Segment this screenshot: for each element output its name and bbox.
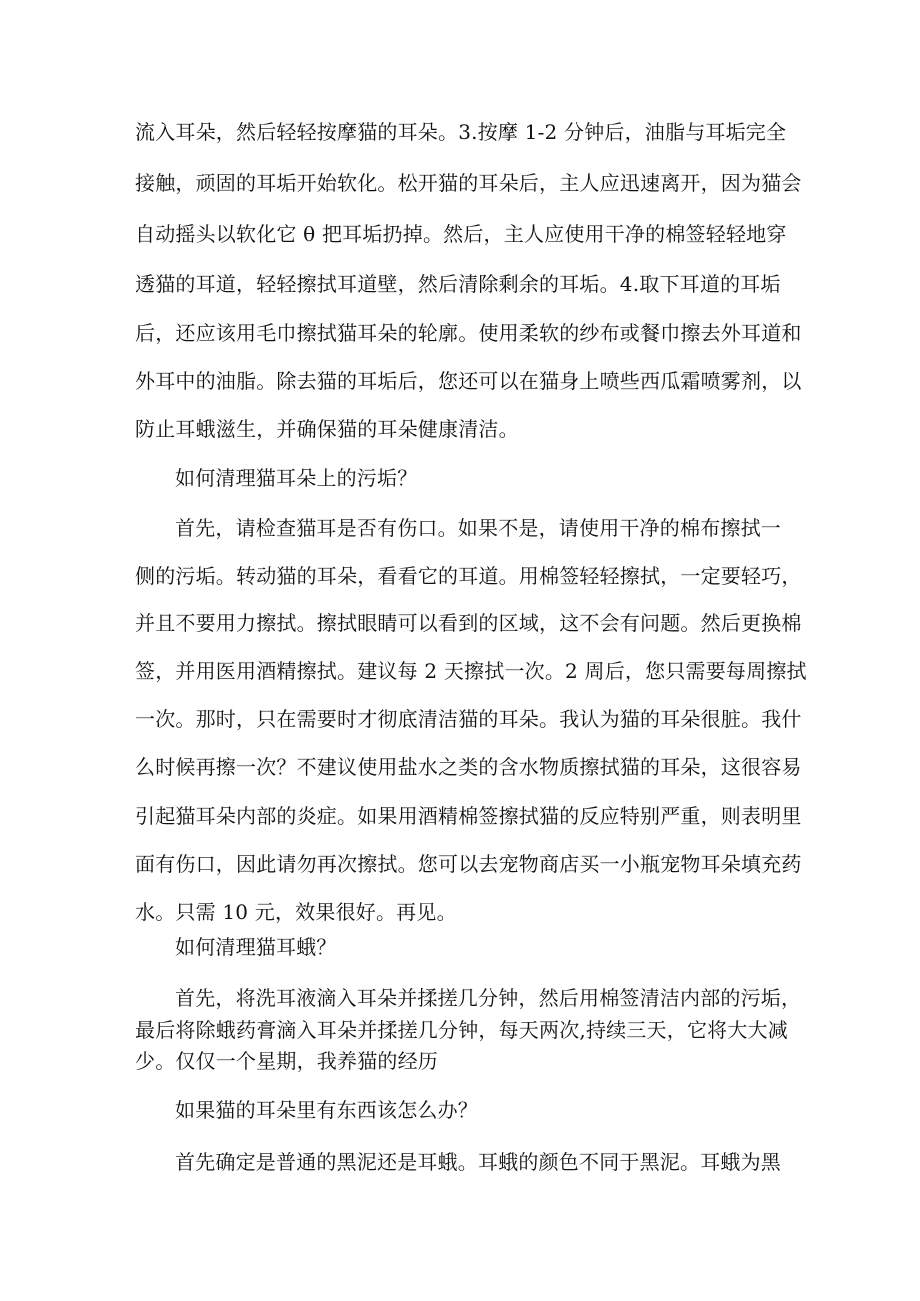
paragraph-line: 后，还应该用毛巾擦拭猫耳朵的轮廓。使用柔软的纱布或餐巾擦去外耳道和: [135, 321, 802, 345]
paragraph-line: 首先，请检查猫耳是否有伤口。如果不是，请使用干净的棉布擦拭一: [175, 516, 781, 540]
paragraph-line: 首先确定是普通的黑泥还是耳蛾。耳蛾的颜色不同于黑泥。耳蛾为黑: [175, 1150, 781, 1174]
paragraph-line: 外耳中的油脂。除去猫的耳垢后，您还可以在猫身上喷些西瓜霜喷雾剂，以: [135, 369, 802, 393]
paragraph-line: 少。仅仅一个星期，我养猫的经历: [135, 1049, 438, 1073]
section-heading: 如果猫的耳朵里有东西该怎么办？: [175, 1098, 478, 1122]
section-heading: 如何清理猫耳朵上的污垢？: [175, 466, 418, 490]
paragraph-line: 接触，顽固的耳垢开始软化。松开猫的耳朵后，主人应迅速离开，因为猫会: [135, 171, 802, 195]
paragraph-line: 透猫的耳道，轻轻擦拭耳道壁，然后清除剩余的耳垢。4.取下耳道的耳垢: [135, 272, 781, 296]
paragraph-line: 首先，将洗耳液滴入耳朵并揉搓几分钟，然后用棉签清洁内部的污垢，: [175, 986, 802, 1010]
paragraph-line: 一次。那时，只在需要时才彻底清洁猫的耳朵。我认为猫的耳朵很脏。我什: [135, 707, 802, 731]
paragraph-line: 侧的污垢。转动猫的耳朵，看看它的耳道。用棉签轻轻擦拭，一定要轻巧，: [135, 564, 802, 588]
paragraph-line: 引起猫耳朵内部的炎症。如果用酒精棉签擦拭猫的反应特别严重，则表明里: [135, 804, 802, 828]
paragraph-line: 水。只需 10 元，效果很好。再见。: [135, 900, 457, 924]
paragraph-line: 签，并用医用酒精擦拭。建议每 2 天擦拭一次。2 周后，您只需要每周擦拭: [135, 659, 807, 683]
paragraph-line: 并且不要用力擦拭。擦拭眼睛可以看到的区域，这不会有问题。然后更换棉: [135, 611, 802, 635]
paragraph-line: 面有伤口，因此请勿再次擦拭。您可以去宠物商店买一小瓶宠物耳朵填充药: [135, 852, 802, 876]
section-heading: 如何清理猫耳蛾？: [175, 935, 337, 959]
paragraph-line: 自动摇头以软化它 θ 把耳垢扔掉。然后，主人应使用干净的棉签轻轻地穿: [135, 222, 787, 246]
paragraph-line: 么时候再擦一次？不建议使用盐水之类的含水物质擦拭猫的耳朵，这很容易: [135, 755, 802, 779]
paragraph-line: 流入耳朵，然后轻轻按摩猫的耳朵。3.按摩 1-2 分钟后，油脂与耳垢完全: [135, 120, 787, 144]
paragraph-line: 防止耳蛾滋生，并确保猫的耳朵健康清洁。: [135, 417, 519, 441]
paragraph-line: 最后将除蛾药膏滴入耳朵并揉搓几分钟，每天两次,持续三天，它将大大减: [135, 1018, 788, 1042]
